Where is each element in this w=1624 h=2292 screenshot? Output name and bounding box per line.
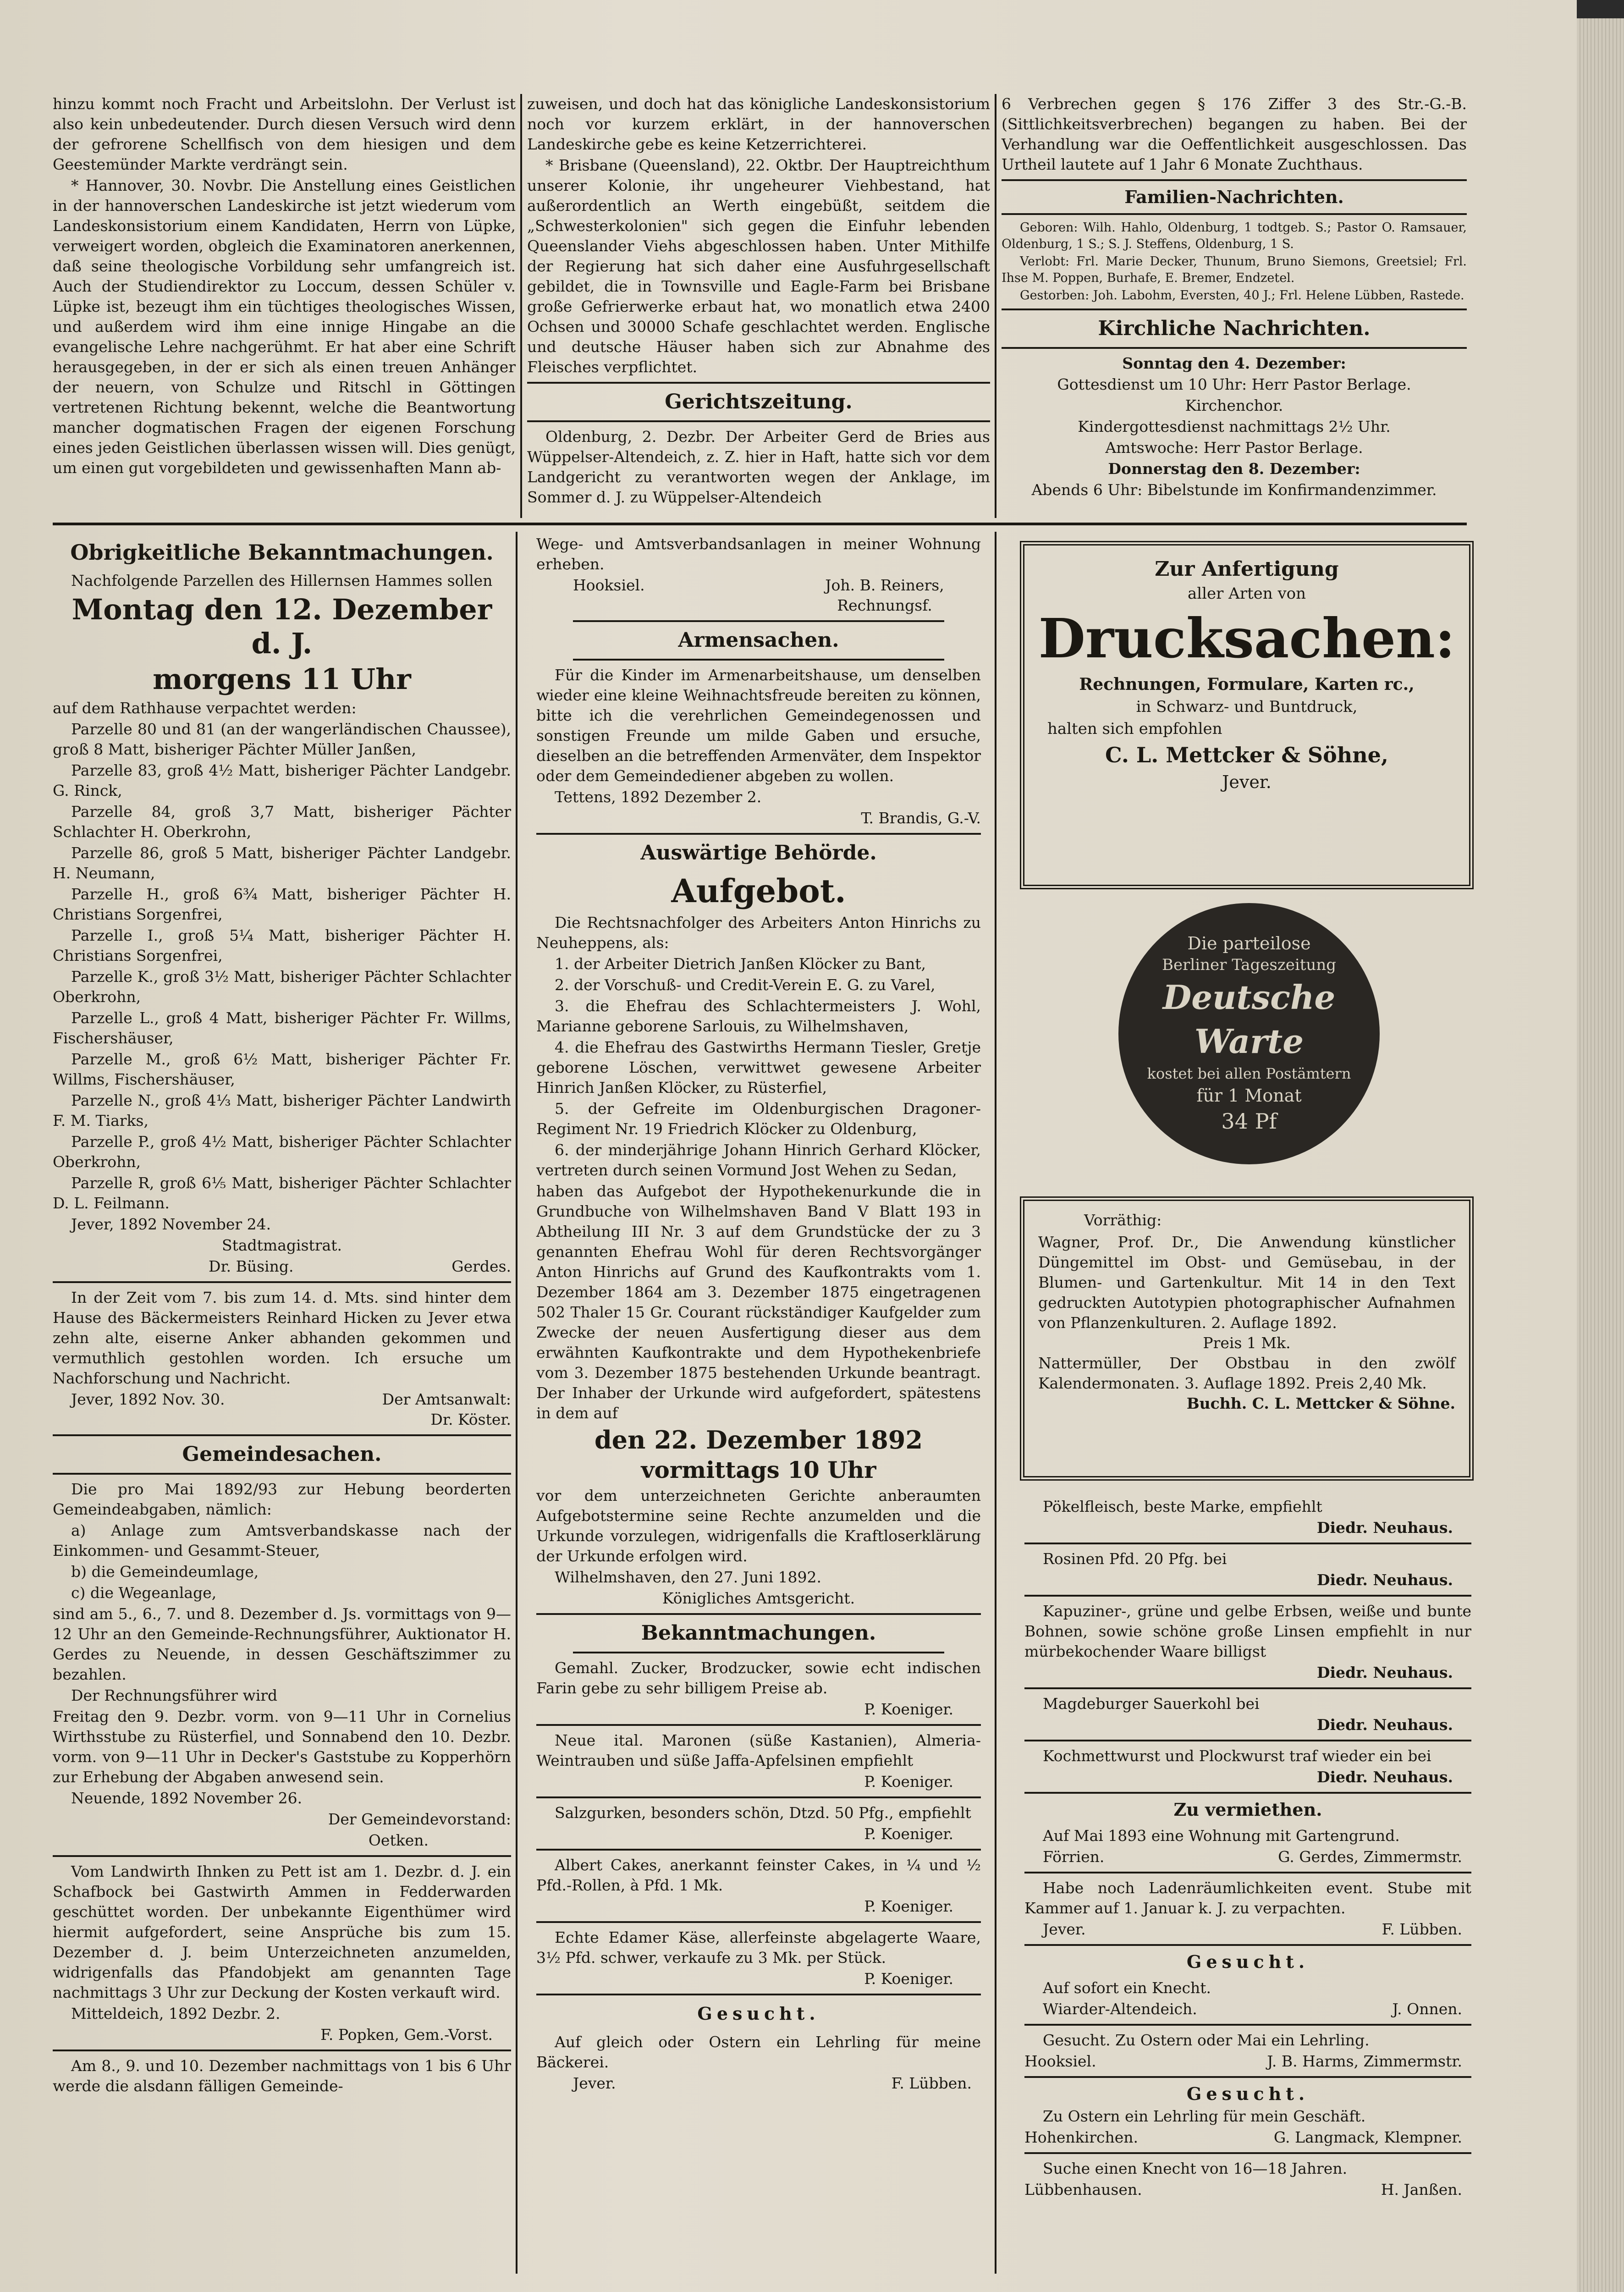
ad-sign: P. Koeniger. — [864, 1825, 953, 1843]
list-item: 1. der Arbeiter Dietrich Janßen Klöcker zu Bant, — [555, 955, 926, 973]
notice-text: haben das Aufgebot der Hypothekenurkunde die in Grundbuche von Wilhelmshaven Band V Blatt 193 in Abtheilung III Nr. 3 auf dem Grundstücke der zu 3 genannten Ehefrau Wohl für deren Rechtsvorgänger Anton Hinrichs auf Grund des Kaufkontrakts vom 1. Dezember 1864 am 3. Dezember 1875 eingetragenen 502 Thaler 15 Gr. Courant rückständiger Kaufgelder zum Zwecke der neuen Ausfertigung dieser aus dem erwähnten Kaufkontrakte und dem Hypothekenbriefe vom 3. Dezember 1875 bestehenden Urkunde beantragt. Der Inhaber der Urkunde wird aufgefordert, spätestens in dem auf — [536, 1182, 981, 1422]
signature-row — [1024, 1919, 1471, 1939]
sign-name: F. Popken, Gem.-Vorst. — [320, 2026, 493, 2044]
divider — [1024, 1740, 1471, 1741]
ad-line: aller Arten von — [1187, 584, 1306, 603]
parcel-item: Parzelle I., groß 5¼ Matt, bisheriger Pächter H. Christians Sorgenfrei, — [53, 926, 511, 964]
section-heading-gesucht: Gesucht. — [697, 2003, 820, 2024]
section-heading-bekanntmachungen: Bekanntmachungen. — [641, 1621, 876, 1645]
sign-date: Mitteldeich, 1892 Dezbr. 2. — [71, 2005, 281, 2022]
family-engaged: Verlobt: Frl. Marie Decker, Thunum, Bruno Siemons, Greetsiel; Frl. Ihse M. Poppen, Burhafe, E. Bremer, Endzetel. — [1002, 254, 1467, 285]
sign-name: G. Gerdes, Zimmermstr. — [1278, 1848, 1462, 1866]
divider — [53, 1281, 511, 1283]
notice-text: Der Rechnungsführer wird — [71, 1686, 278, 1704]
church-line: Abends 6 Uhr: Bibelstunde im Konfirmandenzimmer. — [1031, 481, 1437, 499]
section-heading-gerichtszeitung: Gerichtszeitung. — [665, 390, 853, 413]
list-item: 4. die Ehefrau des Gastwirths Hermann Tiesler, Gretje geborene Löschen, verwittwet gewesene Arbeiter Hinrich Janßen Klöcker, zu Rüsterfiel, — [536, 1038, 981, 1096]
sign-place: Wiarder-Altendeich. — [1043, 2000, 1197, 2018]
stamp-line: Berliner Tageszeitung — [1162, 956, 1336, 974]
ad-text: Neue ital. Maronen (süße Kastanien), Almeria-Weintrauben und süße Jaffa-Apfelsinen empfiehlt — [536, 1731, 981, 1769]
section-heading-gemeinde: Gemeindesachen. — [182, 1443, 382, 1466]
signature-row — [1024, 2127, 1471, 2148]
notice-time-big: morgens 11 Uhr — [153, 662, 411, 696]
divider — [1002, 347, 1467, 349]
right-column-ads — [1024, 1497, 1471, 2200]
divider — [536, 1994, 981, 1995]
ad-line: in Schwarz- und Buntdruck, — [1136, 698, 1358, 716]
notice-text: sind am 5., 6., 7. und 8. Dezember d. Js. vormittags von 9—12 Uhr an den Gemeinde-Rechnungsführer, Auktionator H. Gerdes zu Neuende, in dessen Geschäftszimmer zu bezahlen. — [53, 1605, 511, 1683]
sign-date: Neuende, 1892 November 26. — [71, 1789, 303, 1807]
article-text: zuweisen, und doch hat das königliche Landeskonsistorium noch vor kurzem erklärt, in der hannoverschen Landeskirche gebe es keine Ketzerrichterei. — [527, 95, 990, 153]
top-column-2 — [527, 94, 990, 508]
article-text: hinzu kommt noch Fracht und Arbeitslohn. Der Verlust ist also kein unbedeutender. Durch diesen Versuch wird denn der gefrorene Schellfisch von dem hiesigen und dem Geestemünder Markte verdrängt sein. — [53, 95, 516, 173]
aufgebot-date-big: den 22. Dezember 1892 — [595, 1425, 923, 1455]
ad-sign: P. Koeniger. — [864, 1897, 953, 1915]
list-item: 5. der Gefreite im Oldenburgischen Dragoner-Regiment Nr. 19 Friedrich Klöcker zu Oldenburg, — [536, 1100, 981, 1138]
church-line: Donnerstag den 8. Dezember: — [1108, 460, 1360, 478]
sign-name: F. Lübben. — [891, 2074, 972, 2092]
parcel-item: Parzelle 83, groß 4½ Matt, bisheriger Pächter Landgebr. G. Rinck, — [53, 761, 511, 799]
sign-place: Hooksiel. — [573, 576, 645, 594]
divider — [1024, 2152, 1471, 2154]
sign-date: Jever, 1892 Nov. 30. — [71, 1390, 225, 1408]
section-heading-gesucht: Gesucht. — [1186, 2083, 1310, 2104]
sign-name: J. B. Harms, Zimmermstr. — [1267, 2052, 1462, 2070]
stamp-title: Deutsche Warte — [1162, 978, 1336, 1061]
parcel-item: Parzelle L., groß 4 Matt, bisheriger Pächter Fr. Willms, Fischershäuser, — [53, 1009, 511, 1047]
sign-name: H. Janßen. — [1381, 2181, 1462, 2198]
sign-org: Königliches Amtsgericht. — [662, 1589, 855, 1607]
ad-text: Zu Ostern ein Lehrling für mein Geschäft. — [1043, 2107, 1366, 2125]
church-line: Amtswoche: Herr Pastor Berlage. — [1105, 439, 1363, 457]
parcel-item: Parzelle P., groß 4½ Matt, bisheriger Pächter Schlachter Oberkrohn, — [53, 1133, 511, 1171]
list-item: 2. der Vorschuß- und Credit-Verein E. G. zu Varel, — [555, 976, 936, 994]
section-rule — [53, 523, 1467, 525]
divider — [1002, 179, 1467, 181]
sign-name: Oetken. — [368, 1831, 429, 1849]
sign-date: Tettens, 1892 Dezember 2. — [555, 788, 762, 806]
sign-name: Dr. Köster. — [430, 1410, 511, 1428]
divider — [573, 659, 944, 661]
notice-date-big: Montag den 12. Dezember d. J. — [72, 593, 492, 660]
divider — [536, 1724, 981, 1726]
divider — [536, 833, 981, 835]
family-died: Gestorben: Joh. Labohm, Eversten, 40 J.; Frl. Helene Lübben, Rastede. — [1020, 288, 1464, 303]
divider — [536, 1849, 981, 1851]
column-divider — [516, 532, 517, 2274]
signature-row — [1024, 2051, 1471, 2072]
ad-sign: Diedr. Neuhaus. — [1316, 1716, 1453, 1734]
book-firm: Buchh. C. L. Mettcker & Söhne. — [1186, 1394, 1455, 1412]
notice-text: Die Rechtsnachfolger des Arbeiters Anton Hinrichs zu Neuheppens, als: — [536, 914, 981, 952]
divider — [1024, 1687, 1471, 1689]
divider — [53, 1434, 511, 1436]
list-item: 6. der minderjährige Johann Hinrich Gerhard Klöcker, vertreten durch seinen Vormund Jost Wehen zu Sedan, — [536, 1141, 981, 1179]
ad-text: Echte Edamer Käse, allerfeinste abgelagerte Waare, 3½ Pfd. schwer, verkaufe zu 3 Mk. per Stück. — [536, 1928, 981, 1967]
ad-text: Auf Mai 1893 eine Wohnung mit Gartengrund. — [1043, 1827, 1400, 1845]
divider — [1024, 1872, 1471, 1873]
divider — [1024, 1944, 1471, 1946]
sign-name: Joh. B. Reiners, Rechnungsf. — [825, 576, 944, 614]
divider — [1024, 1792, 1471, 1794]
divider — [527, 420, 990, 422]
stamp-line: für 1 Monat — [1196, 1085, 1302, 1106]
parcel-item: Parzelle M., groß 6½ Matt, bisheriger Pächter Fr. Willms, Fischershäuser, — [53, 1050, 511, 1088]
divider — [1024, 1543, 1471, 1544]
section-heading-auswaertig: Auswärtige Behörde. — [640, 841, 877, 865]
section-heading-family: Familien-Nachrichten. — [1124, 187, 1344, 207]
parcel-item: Parzelle 86, groß 5 Matt, bisheriger Pächter Landgebr. H. Neumann, — [53, 844, 511, 882]
divider — [1002, 213, 1467, 215]
section-heading-church: Kirchliche Nachrichten. — [1098, 317, 1371, 340]
ad-sign: P. Koeniger. — [864, 1773, 953, 1791]
divider — [573, 620, 944, 622]
book-item: Nattermüller, Der Obstbau in den zwölf Kalendermonaten. 3. Auflage 1892. Preis 2,40 Mk. — [1038, 1354, 1455, 1392]
divider — [527, 382, 990, 384]
ad-box-drucksachen — [1020, 541, 1474, 889]
sign-name: T. Brandis, G.-V. — [861, 809, 981, 827]
top-column-3 — [1002, 94, 1467, 501]
divider — [53, 1855, 511, 1857]
list-item: a) Anlage zum Amtsverbandskasse nach der Einkommen- und Gesammt-Steuer, — [53, 1521, 511, 1559]
ad-text: Gemahl. Zucker, Brodzucker, sowie echt indischen Farin gebe zu sehr billigem Preise ab. — [536, 1659, 981, 1697]
section-heading-gesucht: Gesucht. — [1186, 1951, 1310, 1972]
sign-place: Förrien. — [1043, 1848, 1105, 1866]
sign-place: Hooksiel. — [1024, 2052, 1096, 2070]
divider — [1024, 2024, 1471, 2026]
notice-text: Freitag den 9. Dezbr. vorm. von 9—11 Uhr in Cornelius Wirthsstube zu Rüsterfiel, und Sonnabend den 10. Dezbr. vorm. von 9—11 Uhr in Decker's Gaststube zu Kopperhörn zur Erhebung der Abgaben anwesend sein. — [53, 1708, 511, 1786]
family-born: Geboren: Wilh. Hahlo, Oldenburg, 1 todtgeb. S.; Pastor O. Ramsauer, Oldenburg, 1 S.; S. J. Steffens, Oldenburg, 1 S. — [1002, 220, 1467, 251]
aufgebot-title: Aufgebot. — [671, 872, 846, 910]
divider — [573, 1652, 944, 1653]
sign-name: Dr. Büsing. — [209, 1257, 294, 1275]
deutsche-warte-stamp — [1118, 903, 1380, 1164]
ad-city: Jever. — [1222, 772, 1272, 792]
parcel-item: Parzelle 80 und 81 (an der wangerländischen Chaussee), groß 8 Matt, bisheriger Pächter Müller Janßen, — [53, 720, 511, 758]
article-brisbane: * Brisbane (Queensland), 22. Oktbr. Der Hauptreichthum unserer Kolonie, ihr ungeheurer Viehbestand, hat außerordentlich an Werth eingebüßt, seitdem die „Schwesterkolonien" sich gegen die Einfuhr lebenden Queenslander Viehs abgeschlossen haben. Unter Mithilfe der Regierung hat sich daher eine Ausfuhrgesellschaft gebildet, die in Townsville und Eagle-Farm bei Brisbane große Gefrierwerke erbaut hat, wo monatlich etwa 2400 Ochsen und 30000 Schafe geschlachtet werden. Englische und deutsche Häuser haben sich zur Abnahme des Fleisches verpflichtet. — [527, 156, 990, 376]
ad-sign: Diedr. Neuhaus. — [1316, 1664, 1453, 1681]
ad-sign: P. Koeniger. — [864, 1700, 953, 1718]
ad-text: Gesucht. Zu Ostern oder Mai ein Lehrling. — [1043, 2031, 1370, 2049]
middle-column — [536, 534, 981, 2094]
article-hannover: * Hannover, 30. Novbr. Die Anstellung eines Geistlichen in der hannoverschen Landeskirche ist jetzt wiederum vom Landeskonsistorium einem Kandidaten, Herrn von Lüpke, verweigert worden, obgleich die Examinatoren anerkennen, daß seine theologische Vorbildung sehr umfangreich ist. Auch der Studiendirektor zu Loccum, dessen Schüler v. Lüpke ist, bezeugt ihm ein tüchtiges theologisches Wissen, und außerdem wird ihm eine innige Hingabe an die evangelische Lehre nachgerühmt. Er hat aber eine Schrift herausgegeben, in der er sich als einen treuen Anhänger der neuern, von Schulze und Ritschl in Göttingen vertretenen Richtung bekennt, welche die Beantwortung mancher dogmatischen Fragen der eigenen Forschung eines jeden Geistlichen überlassen wissen will. Dies genügt, um einen gut vorgebildeten und gewissenhaften Mann ab- — [53, 176, 516, 477]
sign-date: Jever, 1892 November 24. — [71, 1215, 271, 1233]
ad-text: Auf sofort ein Knecht. — [1043, 1979, 1211, 1997]
church-line: Sonntag den 4. Dezember: — [1122, 354, 1346, 372]
divider — [1024, 1595, 1471, 1597]
article-oldenburg: Oldenburg, 2. Dezbr. Der Arbeiter Gerd de Bries aus Wüppelser-Altendeich, z. Z. hier in Haft, hatte sich vor dem Landgericht zu verantworten wegen der Anklage, im Sommer d. J. zu Wüppelser-Altendeich — [527, 428, 990, 506]
parcel-item: Parzelle N., groß 4⅓ Matt, bisheriger Pächter Landwirth F. M. Tiarks, — [53, 1091, 511, 1129]
section-heading-armen: Armensachen. — [678, 628, 839, 652]
ad-text: Auf gleich oder Ostern ein Lehrling für meine Bäckerei. — [536, 2033, 981, 2071]
ad-box-books — [1020, 1196, 1474, 1481]
church-line: Kindergottesdienst nachmittags 2½ Uhr. — [1078, 418, 1391, 435]
article-text: 6 Verbrechen gegen § 176 Ziffer 3 des Str.-G.-B. (Sittlichkeitsverbrechen) begangen zu haben. Bei der Verhandlung war die Oeffentlichkeit ausgeschlossen. Das Urtheil lautete auf 1 Jahr 6 Monate Zuchthaus. — [1002, 95, 1467, 173]
sign-role: Der Amtsanwalt: — [382, 1390, 511, 1408]
ad-text: Salzgurken, besonders schön, Dtzd. 50 Pfg., empfiehlt — [555, 1804, 971, 1822]
sign-name: J. Onnen. — [1392, 2000, 1462, 2018]
book-heading: Vorräthig: — [1084, 1211, 1162, 1229]
ad-text: Albert Cakes, anerkannt feinster Cakes, in ¼ und ½ Pfd.-Rollen, à Pfd. 1 Mk. — [536, 1856, 981, 1894]
signature-row — [536, 575, 981, 616]
sign-name: G. Langmack, Klempner. — [1273, 2128, 1462, 2146]
divider — [1002, 309, 1467, 310]
divider — [1024, 2076, 1471, 2078]
list-item: 3. die Ehefrau des Schlachtermeisters J. Wohl, Marianne geborene Sarlouis, zu Wilhelmshaven, — [536, 997, 981, 1035]
sign-place: Hohenkirchen. — [1024, 2128, 1139, 2146]
stamp-line: kostet bei allen Postämtern — [1147, 1065, 1351, 1082]
notice-text: vor dem unterzeichneten Gerichte anberaumten Aufgebotstermine seine Rechte anzumelden und die Urkunde vorzulegen, widrigenfalls die Kraftloserklärung der Urkunde erfolgen wird. — [536, 1487, 981, 1565]
notice-text: Am 8., 9. und 10. Dezember nachmittags von 1 bis 6 Uhr werde die alsdann fälligen Gemeinde- — [53, 2057, 511, 2095]
sign-date: Wilhelmshaven, den 27. Juni 1892. — [555, 1568, 821, 1586]
signature-row — [1024, 1847, 1471, 1867]
signature-row — [536, 2073, 981, 2094]
notice-text: Für die Kinder im Armenarbeitshause, um denselben wieder eine kleine Weihnachtsfreude bereiten zu können, bitte ich die verehrlichen Gemeindegenossen und sonstigen Freunde um milde Gaben und ersuche, dieselben an die betreffenden Armenväter, dem Inspektor oder dem Gemeindediener abgeben zu wollen. — [536, 666, 981, 785]
sign-place: Jever. — [1043, 1920, 1086, 1938]
sign-name: F. Lübben. — [1382, 1920, 1462, 1938]
signature-row — [53, 1389, 511, 1410]
sign-name: Gerdes. — [451, 1257, 511, 1275]
ad-sign: Diedr. Neuhaus. — [1316, 1519, 1453, 1537]
notice-text: auf dem Rathhause verpachtet werden: — [53, 699, 357, 717]
ad-firm: C. L. Mettcker & Söhne, — [1105, 743, 1388, 767]
column-divider — [520, 94, 522, 518]
page-edge — [1577, 18, 1624, 2292]
ad-line: halten sich empfohlen — [1047, 720, 1222, 738]
notice-text: Nachfolgende Parzellen des Hillernsen Hammes sollen — [71, 572, 493, 590]
signature-row — [53, 1256, 511, 1277]
book-price: Preis 1 Mk. — [1203, 1334, 1291, 1352]
sign-role: Der Gemeindevorstand: — [328, 1810, 511, 1828]
divider — [536, 1796, 981, 1798]
notice-text: Wege- und Amtsverbandsanlagen in meiner Wohnung erheben. — [536, 535, 981, 573]
divider — [53, 1473, 511, 1475]
parcel-item: Parzelle 84, groß 3,7 Matt, bisheriger Pächter Schlachter H. Oberkrohn, — [53, 803, 511, 841]
ad-text: Kochmettwurst und Plockwurst traf wieder ein bei — [1043, 1747, 1431, 1765]
parcel-item: Parzelle K., groß 3½ Matt, bisheriger Pächter Schlachter Oberkrohn, — [53, 968, 511, 1006]
signature-row — [1024, 2180, 1471, 2200]
ad-line: Zur Anfertigung — [1155, 557, 1339, 581]
divider — [53, 2050, 511, 2051]
list-item: b) die Gemeindeumlage, — [71, 1563, 259, 1581]
ad-text: Habe noch Ladenräumlichkeiten event. Stube mit Kammer auf 1. Januar k. J. zu verpachten. — [1024, 1879, 1471, 1917]
ad-text: Rosinen Pfd. 20 Pfg. bei — [1043, 1550, 1227, 1568]
notice-text: Die pro Mai 1892/93 zur Hebung beorderten Gemeindeabgaben, nämlich: — [53, 1480, 511, 1518]
top-column-1 — [53, 94, 516, 479]
sign-place: Jever. — [573, 2074, 616, 2092]
column-divider — [995, 532, 996, 2274]
ad-sign: Diedr. Neuhaus. — [1316, 1571, 1453, 1589]
sign-place: Lübbenhausen. — [1024, 2181, 1142, 2198]
ad-sign: Diedr. Neuhaus. — [1316, 1768, 1453, 1786]
divider — [536, 1921, 981, 1923]
left-column — [53, 534, 511, 2097]
notice-text: In der Zeit vom 7. bis zum 14. d. Mts. sind hinter dem Hause des Bäckermeisters Reinhard Hicken zu Jever etwa zehn alte, eiserne Anker abhanden gekommen und vermuthlich gestohlen worden. Ich ersuche um Nachforschung und Nachricht. — [53, 1289, 511, 1387]
aufgebot-time-big: vormittags 10 Uhr — [641, 1456, 876, 1483]
section-heading-official: Obrigkeitliche Bekanntmachungen. — [70, 540, 494, 565]
book-item: Wagner, Prof. Dr., Die Anwendung künstlicher Düngemittel im Obst- und Gemüsebau, in der Blumen- und Gartenkultur. Mit 14 in den Text gedruckten Autotypien photographischer Aufnahmen von Pflanzenkulturen. 2. Auflage 1892. — [1038, 1233, 1455, 1332]
parcel-item: Parzelle R, groß 6⅕ Matt, bisheriger Pächter Schlachter D. L. Feilmann. — [53, 1174, 511, 1212]
stamp-line: Die parteilose — [1187, 933, 1311, 953]
section-heading-vermieten: Zu vermiethen. — [1173, 1799, 1322, 1820]
stamp-price: 34 Pf — [1221, 1109, 1277, 1134]
ad-text: Suche einen Knecht von 16—18 Jahren. — [1043, 2160, 1348, 2177]
divider — [536, 1613, 981, 1615]
ad-line: Rechnungen, Formulare, Karten rc., — [1079, 675, 1415, 694]
church-line: Kirchenchor. — [1185, 397, 1283, 414]
parcel-item: Parzelle H., groß 6¾ Matt, bisheriger Pächter H. Christians Sorgenfrei, — [53, 885, 511, 923]
column-divider — [995, 94, 996, 518]
ad-sign: P. Koeniger. — [864, 1970, 953, 1988]
ad-text: Kapuziner-, grüne und gelbe Erbsen, weiße und bunte Bohnen, sowie schöne große Linsen empfiehlt in nur mürbekochender Waare billigst — [1024, 1602, 1471, 1660]
church-line: Gottesdienst um 10 Uhr: Herr Pastor Berlage. — [1057, 375, 1411, 393]
list-item: c) die Wegeanlage, — [71, 1584, 217, 1602]
notice-text: Vom Landwirth Ihnken zu Pett ist am 1. Dezbr. d. J. ein Schafbock bei Gastwirth Ammen in Fedderwarden geschüttet worden. Der unbekannte Eigenthümer wird hiermit aufgefordert, seine Ansprüche bis zum 15. Dezember d. J. beim Unterzeichneten anzumelden, widrigenfalls das Pfandobjekt am genannten Tage nachmittags 3 Uhr zur Deckung der Kosten verkauft wird. — [53, 1862, 511, 2001]
signature-row — [1024, 1999, 1471, 2019]
ad-headline: Drucksachen: — [1038, 606, 1455, 670]
ad-text: Magdeburger Sauerkohl bei — [1043, 1695, 1260, 1713]
sign-org: Stadtmagistrat. — [222, 1236, 342, 1254]
ad-text: Pökelfleisch, beste Marke, empfiehlt — [1043, 1498, 1322, 1515]
